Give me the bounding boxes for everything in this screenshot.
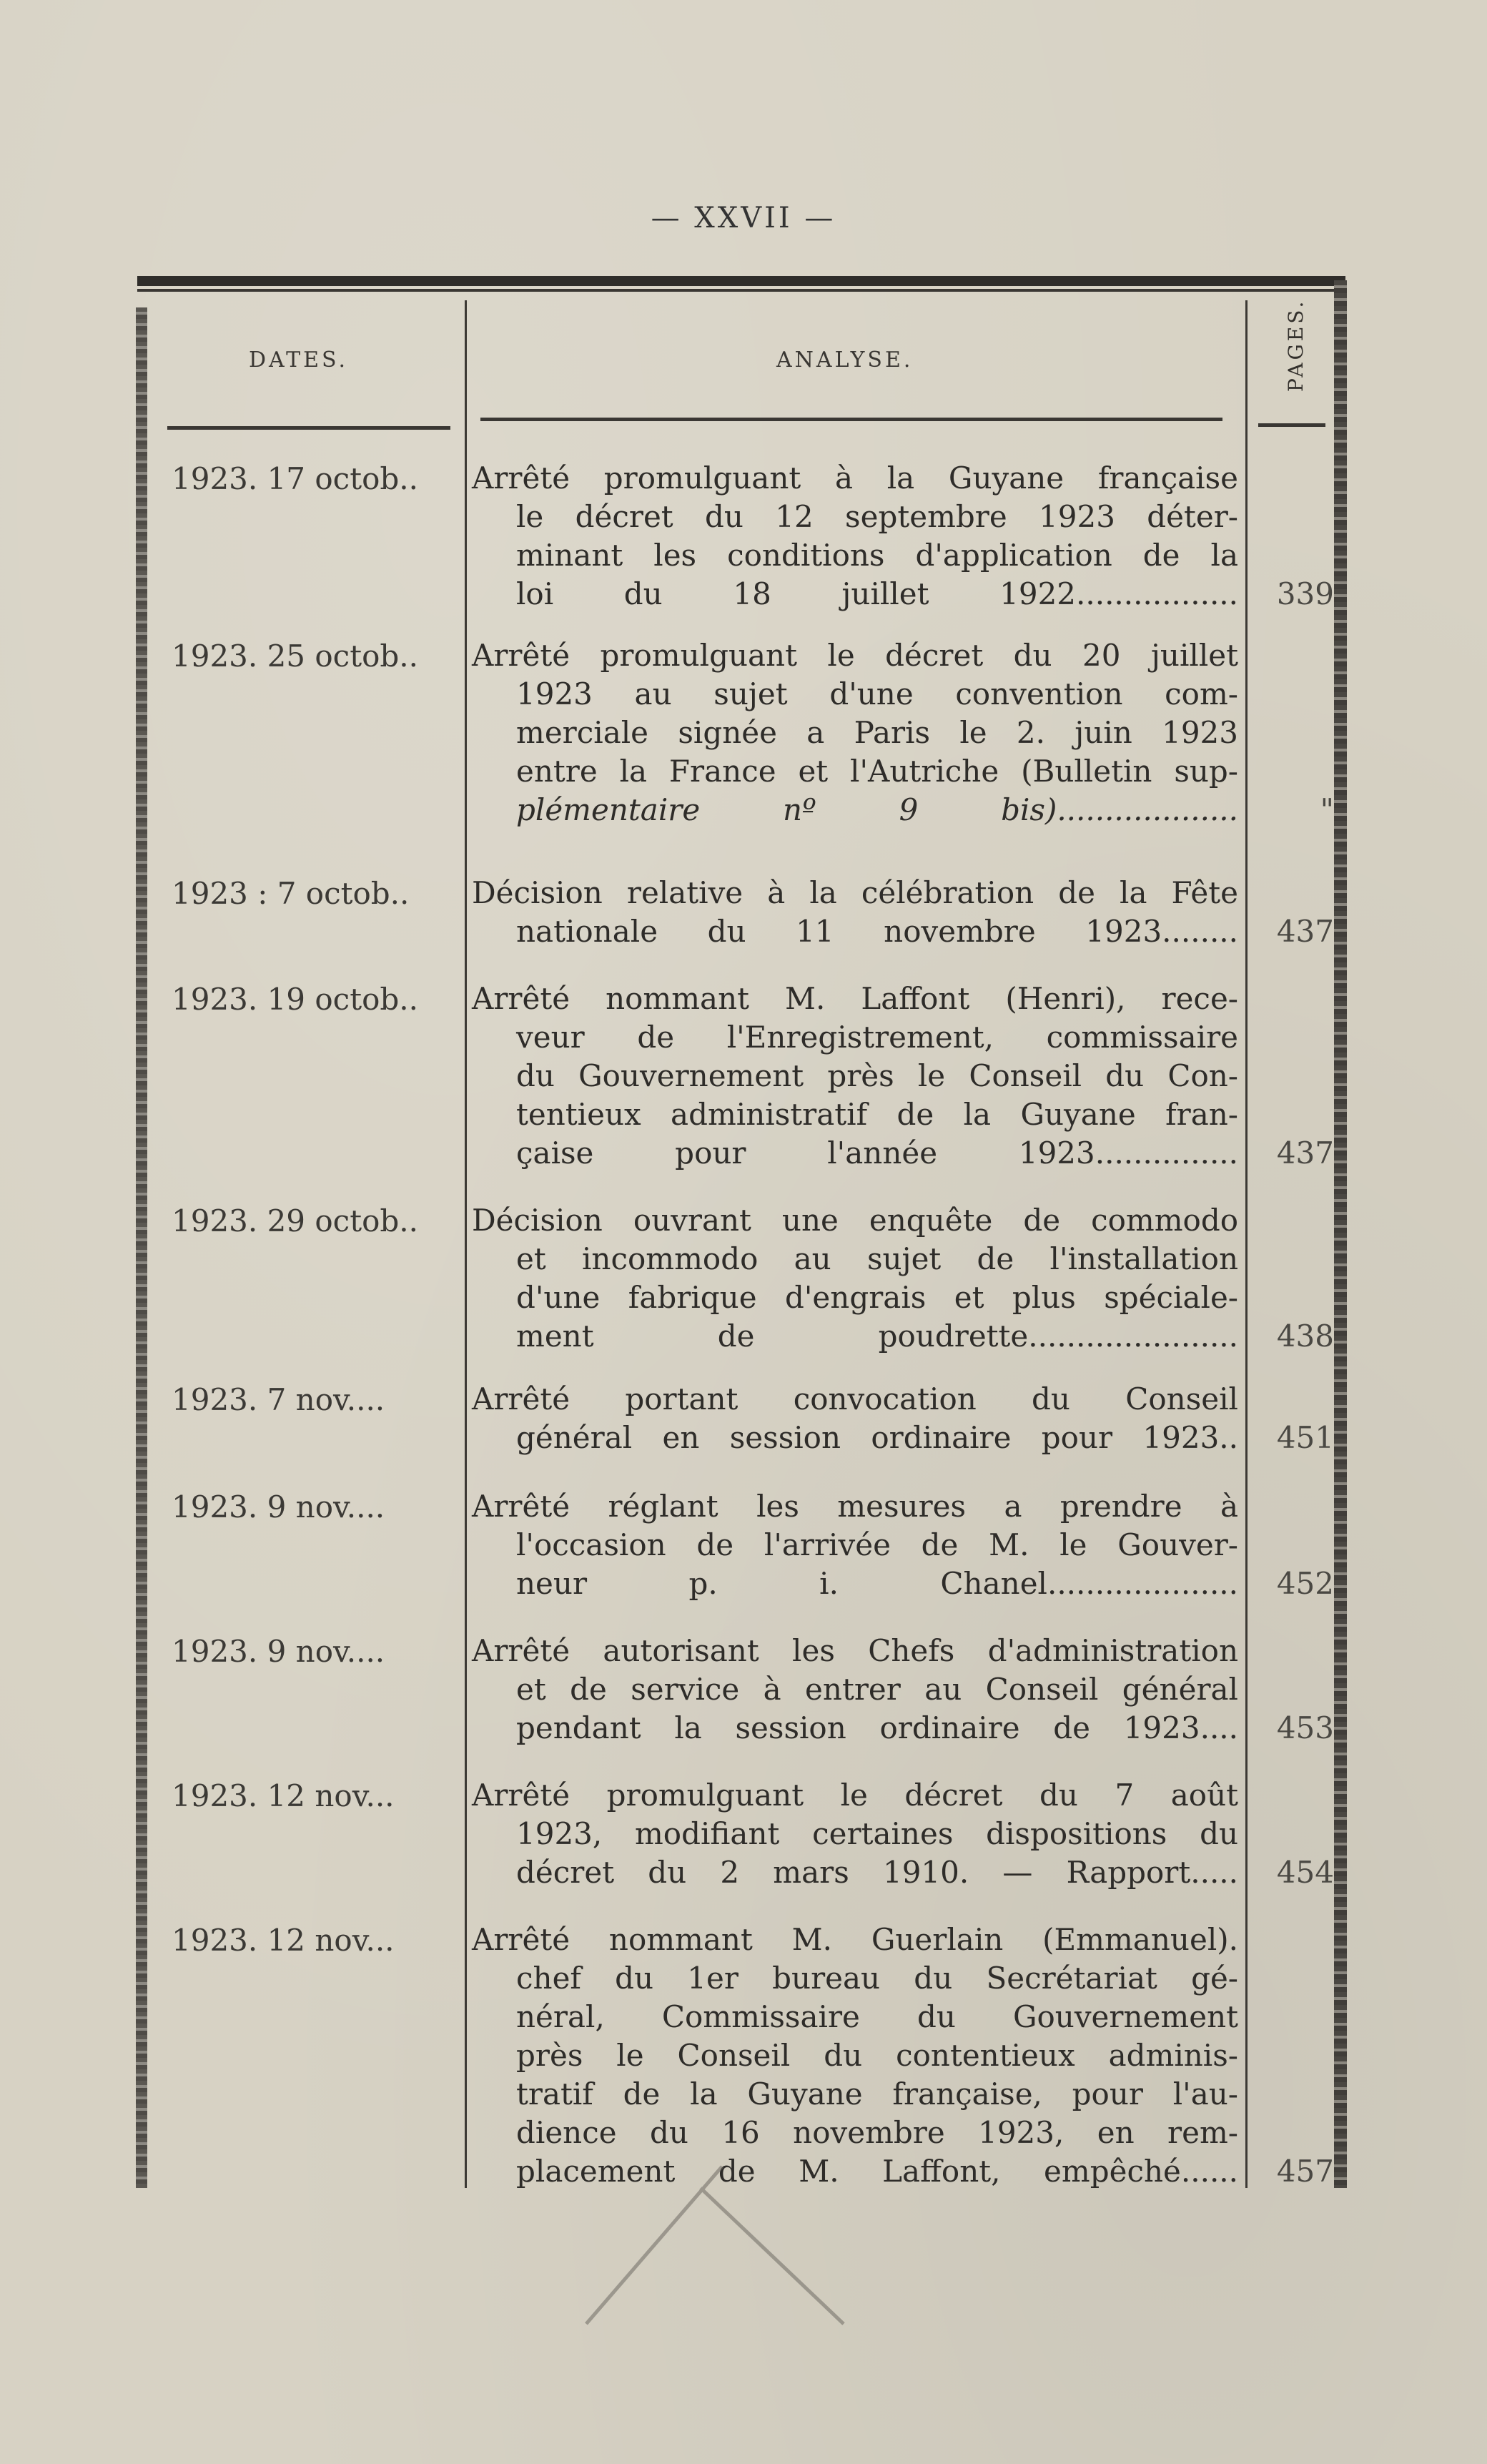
analyse-line: entre la France et l'Autriche (Bulletin sup- bbox=[516, 754, 1238, 789]
analyse-line: d'une fabrique d'engrais et plus spéciale- bbox=[516, 1280, 1238, 1315]
analyse-line: et de service à entrer au Conseil général bbox=[516, 1672, 1238, 1707]
entry-page: 339 bbox=[1276, 576, 1334, 611]
entry-page: 451 bbox=[1276, 1420, 1334, 1455]
pencil-mark bbox=[558, 2145, 858, 2331]
entry-analyse bbox=[472, 980, 1238, 1173]
analyse-line: du Gouvernement près le Conseil du Con- bbox=[516, 1058, 1238, 1093]
entry-analyse bbox=[472, 636, 1238, 829]
analyse-line: Décision ouvrant une enquête de commodo bbox=[472, 1203, 1238, 1238]
entry-page: 453 bbox=[1276, 1710, 1334, 1745]
entry-page: 452 bbox=[1276, 1566, 1334, 1601]
entry-date: 1923. 17 octob.. bbox=[172, 461, 418, 496]
analyse-line: Arrêté nommant M. Laffont (Henri), rece- bbox=[472, 981, 1238, 1016]
entry-date: 1923. 12 nov... bbox=[172, 1778, 395, 1813]
analyse-line: néral, Commissaire du Gouvernement bbox=[516, 1999, 1238, 2034]
analyse-line: et incommodo au sujet de l'installation bbox=[516, 1241, 1238, 1276]
analyse-line: Arrêté portant convocation du Conseil bbox=[472, 1381, 1238, 1416]
analyse-line: Arrêté promulguant le décret du 7 août bbox=[472, 1778, 1238, 1813]
column-header-pages bbox=[1277, 300, 1327, 415]
table-left-border bbox=[136, 307, 147, 2188]
entry-page: 454 bbox=[1276, 1855, 1334, 1890]
column-divider-dates bbox=[465, 300, 467, 2188]
entry-date: 1923. 12 nov... bbox=[172, 1923, 395, 1958]
analyse-line: ment de poudrette...................... bbox=[516, 1319, 1238, 1354]
entry-analyse bbox=[472, 1776, 1238, 1892]
entry-analyse bbox=[472, 1201, 1238, 1356]
pages-header-rule bbox=[1258, 423, 1325, 427]
analyse-line: chef du 1er bureau du Secrétariat gé- bbox=[516, 1961, 1238, 1996]
analyse-line: Arrêté promulguant à la Guyane française bbox=[472, 460, 1238, 496]
analyse-line: loi du 18 juillet 1922................. bbox=[516, 576, 1238, 611]
column-header-pages-label: PAGES. bbox=[1284, 298, 1308, 392]
table-right-border bbox=[1334, 280, 1347, 2188]
entry-date: 1923. 19 octob.. bbox=[172, 982, 418, 1017]
dates-header-rule bbox=[167, 426, 450, 430]
analyse-line: 1923 au sujet d'une convention com- bbox=[516, 676, 1238, 711]
entry-date: 1923. 29 octob.. bbox=[172, 1203, 418, 1238]
analyse-line: Arrêté promulguant le décret du 20 juillet bbox=[472, 638, 1238, 673]
analyse-line: tentieux administratif de la Guyane fran- bbox=[516, 1097, 1238, 1132]
analyse-line: 1923, modifiant certaines dispositions du bbox=[516, 1816, 1238, 1851]
analyse-line: tratif de la Guyane française, pour l'au- bbox=[516, 2076, 1238, 2111]
analyse-line: Arrêté nommant M. Guerlain (Emmanuel). bbox=[472, 1922, 1238, 1957]
analyse-line: l'occasion de l'arrivée de M. le Gouver- bbox=[516, 1527, 1238, 1562]
analyse-line: minant les conditions d'application de la bbox=[516, 538, 1238, 573]
column-header-analyse: ANALYSE. bbox=[776, 348, 914, 373]
entry-date: 1923. 9 nov.... bbox=[172, 1489, 385, 1524]
analyse-line: nationale du 11 novembre 1923........ bbox=[516, 914, 1238, 949]
analyse-line: veur de l'Enregistrement, commissaire bbox=[516, 1020, 1238, 1055]
column-divider-pages bbox=[1245, 300, 1248, 2188]
entry-page: 457 bbox=[1276, 2154, 1334, 2189]
analyse-line: le décret du 12 septembre 1923 déter- bbox=[516, 499, 1238, 534]
analyse-line: général en session ordinaire pour 1923.. bbox=[516, 1420, 1238, 1455]
entry-date: 1923. 7 nov.... bbox=[172, 1382, 385, 1417]
entry-page: 437 bbox=[1276, 1135, 1334, 1171]
analyse-line: près le Conseil du contentieux adminis- bbox=[516, 2038, 1238, 2073]
entry-analyse bbox=[472, 1632, 1238, 1748]
analyse-line: çaise pour l'année 1923............... bbox=[516, 1135, 1238, 1171]
entry-date: 1923. 9 nov.... bbox=[172, 1634, 385, 1669]
entry-date: 1923 : 7 octob.. bbox=[172, 876, 410, 911]
analyse-line: merciale signée a Paris le 2. juin 1923 bbox=[516, 715, 1238, 750]
entry-date: 1923. 25 octob.. bbox=[172, 639, 418, 674]
analyse-line: dience du 16 novembre 1923, en rem- bbox=[516, 2115, 1238, 2150]
entry-page: 438 bbox=[1276, 1319, 1334, 1354]
analyse-line: Décision relative à la célébration de la Fête bbox=[472, 875, 1238, 910]
analyse-line: neur p. i. Chanel.................... bbox=[516, 1566, 1238, 1601]
entry-analyse bbox=[472, 874, 1238, 951]
analyse-line: Arrêté autorisant les Chefs d'administration bbox=[472, 1633, 1238, 1668]
entry-page: " bbox=[1320, 792, 1334, 827]
analyse-header-rule bbox=[480, 418, 1222, 421]
analyse-line: pendant la session ordinaire de 1923.... bbox=[516, 1710, 1238, 1745]
entry-analyse bbox=[472, 459, 1238, 613]
entry-page: 437 bbox=[1276, 914, 1334, 949]
analyse-line: plémentaire nº 9 bis)................... bbox=[516, 792, 1238, 827]
analyse-line: Arrêté réglant les mesures a prendre à bbox=[472, 1489, 1238, 1524]
table-top-rule bbox=[137, 276, 1345, 286]
analyse-line: placement de M. Laffont, empêché...... bbox=[516, 2154, 1238, 2189]
entry-analyse bbox=[472, 1380, 1238, 1457]
column-header-dates: DATES. bbox=[249, 348, 349, 373]
page-number-header: — XXVII — bbox=[651, 202, 836, 235]
analyse-line: décret du 2 mars 1910. — Rapport..... bbox=[516, 1855, 1238, 1890]
entry-analyse bbox=[472, 1487, 1238, 1603]
table-top-rule-thin bbox=[137, 289, 1345, 292]
